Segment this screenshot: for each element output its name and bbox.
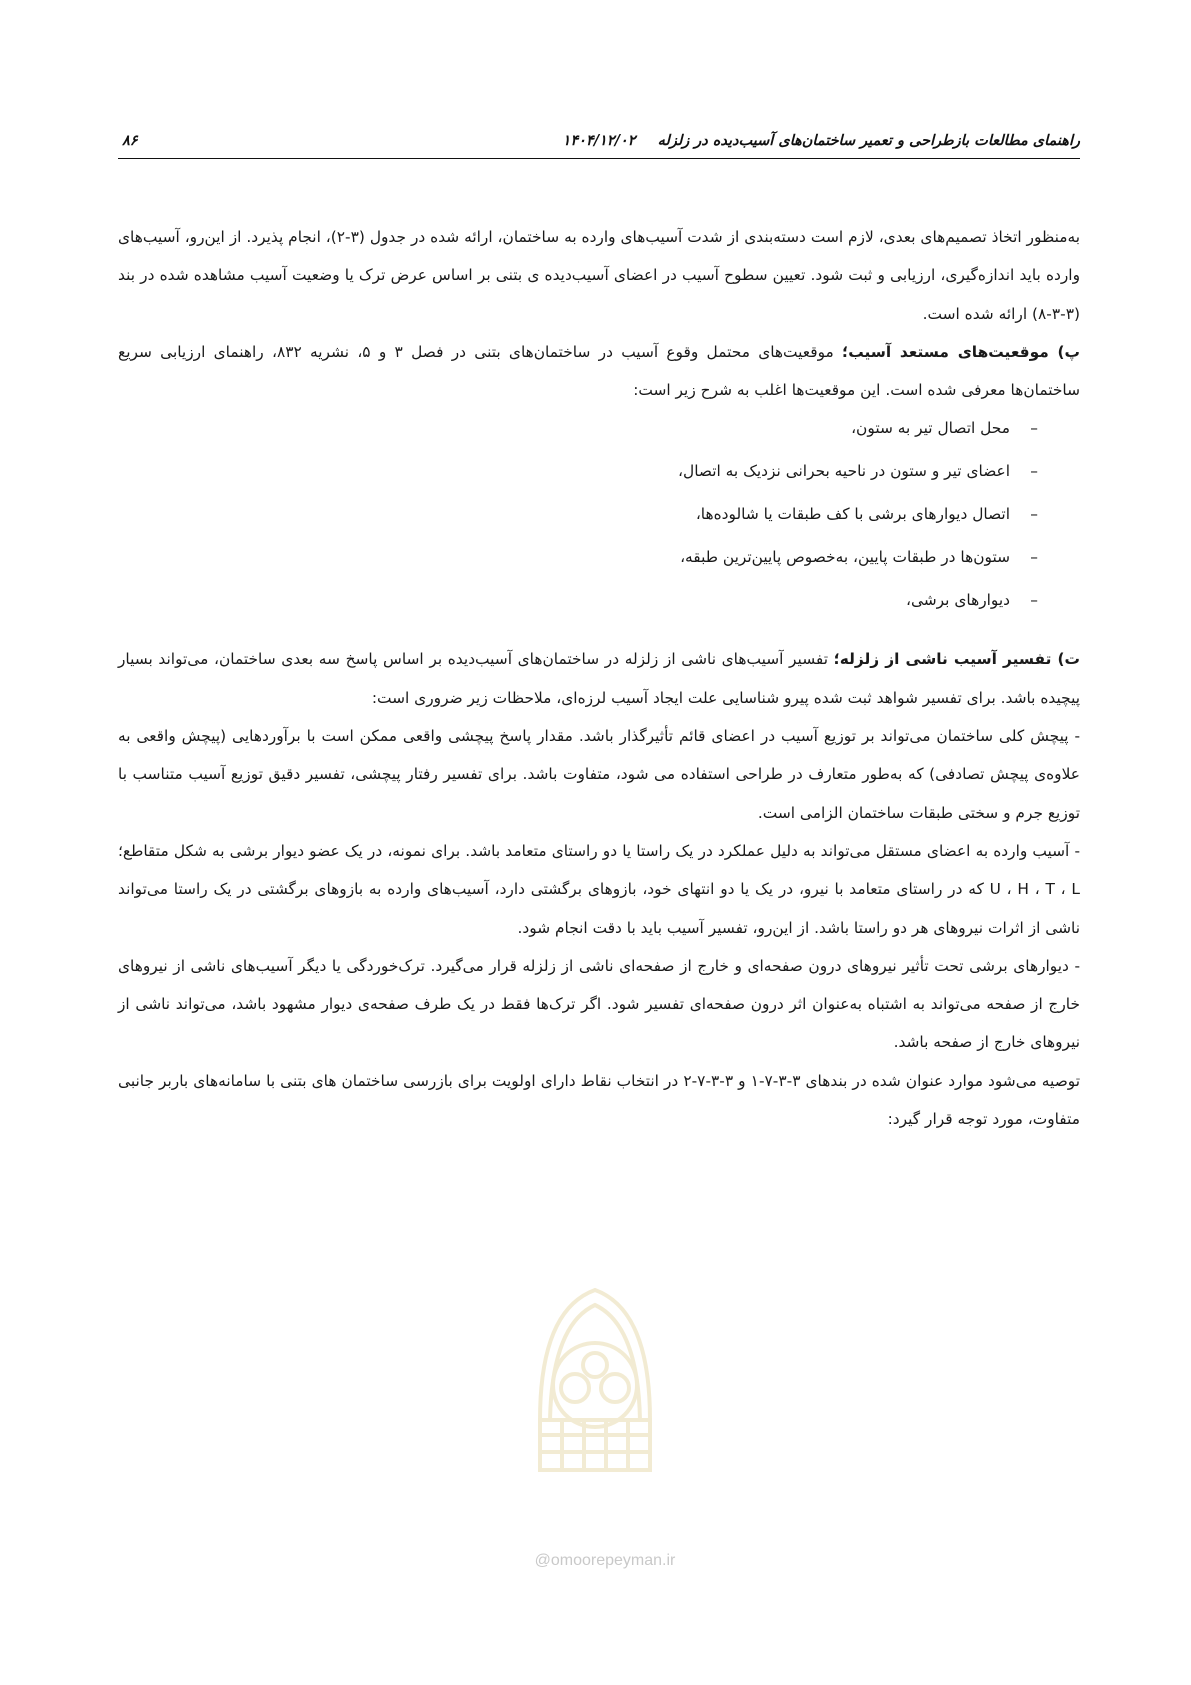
vulnerable-locations-list xyxy=(118,409,1080,624)
paragraph-intro: به‌منظور اتخاذ تصمیم‌های بعدی، لازم است دسته‌بندی از شدت آسیب‌های وارده به ساختمان، ارائه شده در جدول (۳-۲)، انجام پذیرد. از این‌رو، آسیب‌های وارده باید اندازه‌گیری، ارزیابی و ثبت شود. تعیین سطوح آسیب در اعضای آسیب‌دیده ی بتنی بر اساس عرض ترک یا وضعیت آسیب مشاهده شده در بند (۳-۳-۸) ارائه شده است. xyxy=(118,228,1080,323)
heading-damage-interpretation: ت) تفسیر آسیب ناشی از زلزله؛ xyxy=(833,650,1080,669)
bullet-dash: – xyxy=(1030,591,1038,610)
list-item: –محل اتصال تیر به ستون، xyxy=(118,409,1038,452)
paragraph-recommendation: توصیه می‌شود موارد عنوان شده در بندهای ۳-۳-۷-۱ و ۳-۳-۷-۲ در انتخاب نقاط دارای اولویت برای بازرسی ساختمان های بتنی با سامانه‌های باربر جانبی متفاوت، مورد توجه قرار گیرد: xyxy=(118,1071,1081,1129)
bullet-dash: – xyxy=(1030,462,1038,481)
list-item: –دیوارهای برشی، xyxy=(118,581,1038,624)
document-body xyxy=(118,218,1080,1138)
list-item: –اعضای تیر و ستون در ناحیه بحرانی نزدیک به اتصال، xyxy=(118,452,1038,495)
bullet-dash: – xyxy=(1030,419,1038,438)
watermark-logo-icon xyxy=(510,1270,680,1500)
paragraph-independent-members: - آسیب وارده به اعضای مستقل می‌تواند به دلیل عملکرد در یک راستا یا دو راستای متعامد باشد. برای نمونه، در یک عضو دیوار برشی به شکل متقاطع؛ U ، H ، T ، L که در راستای متعامد با نیرو، در یک یا دو انتهای خود، بازوهای برگشتی دارد، آسیب‌های وارده به بازوهای برگشتی در یک راستا می‌تواند ناشی از اثرات نیروهای هر دو راستا باشد. از این‌رو، تفسیر آسیب باید با دقت انجام شود. xyxy=(118,841,1080,937)
header-rule xyxy=(118,158,1080,159)
bullet-dash: – xyxy=(1030,505,1038,524)
bullet-dash: – xyxy=(1030,548,1038,567)
text-vulnerable-locations: موقعیت‌های محتمل وقوع آسیب در ساختمان‌های بتنی در فصل ۳ و ۵، نشریه ۸۳۲، راهنمای ارزیابی سریع ساختمان‌ها معرفی شده است. این موقعیت‌ها اغلب به شرح زیر است: xyxy=(118,342,1080,400)
text-damage-interpretation: تفسیر آسیب‌های ناشی از زلزله در ساختمان‌های آسیب‌دیده بر اساس پاسخ سه بعدی ساختمان، می‌تواند بسیار پیچیده باشد. برای تفسیر شواهد ثبت شده پیرو شناسایی علت ایجاد آسیب لرزه‌ای، ملاحظات زیر ضروری است: xyxy=(118,650,1080,707)
header-title: راهنمای مطالعات بازطراحی و تعمیر ساختمان‌های آسیب‌دیده در زلزله xyxy=(657,132,1080,149)
paragraph-vulnerable-locations xyxy=(118,333,1080,410)
paragraph-shear-walls: - دیوارهای برشی تحت تأثیر نیروهای درون صفحه‌ای و خارج از صفحه‌ای ناشی از زلزله قرار می‌گیرد. ترک‌خوردگی یا دیگر آسیب‌های ناشی از نیروهای خارج از صفحه می‌تواند به اشتباه به‌عنوان اثر درون صفحه‌ای تفسیر شود. اگر ترک‌ها فقط در یک طرف صفحه‌ی دیوار مشهود باشد، می‌تواند ناشی از نیروهای خارج از صفحه باشد. xyxy=(118,956,1080,1052)
page-number: ۸۶ xyxy=(122,132,138,149)
heading-vulnerable-locations: پ) موقعیت‌های مستعد آسیب؛ xyxy=(842,342,1080,361)
paragraph-torsion: - پیچش کلی ساختمان می‌تواند بر توزیع آسیب در اعضای قائم تأثیرگذار باشد. مقدار پاسخ پیچشی واقعی ممکن است با برآوردهایی (پیچش واقعی به علاوه‌ی پیچش تصادفی) که به‌طور متعارف در طراحی استفاده می شود، متفاوت باشد. برای تفسیر رفتار پیچشی، تفسیر دقیق توزیع آسیب متناسب با توزیع جرم و سختی طبقات ساختمان الزامی است. xyxy=(118,727,1080,822)
header-date: ۱۴۰۴/۱۲/۰۲ xyxy=(562,132,636,149)
running-header xyxy=(118,132,1080,156)
list-item: –ستون‌ها در طبقات پایین، به‌خصوص پایین‌ترین طبقه، xyxy=(118,538,1038,581)
paragraph-damage-interpretation xyxy=(118,640,1080,717)
list-item: –اتصال دیوارهای برشی با کف طبقات یا شالوده‌ها، xyxy=(118,495,1038,538)
watermark-url: @omoorepeyman.ir xyxy=(534,1552,676,1569)
